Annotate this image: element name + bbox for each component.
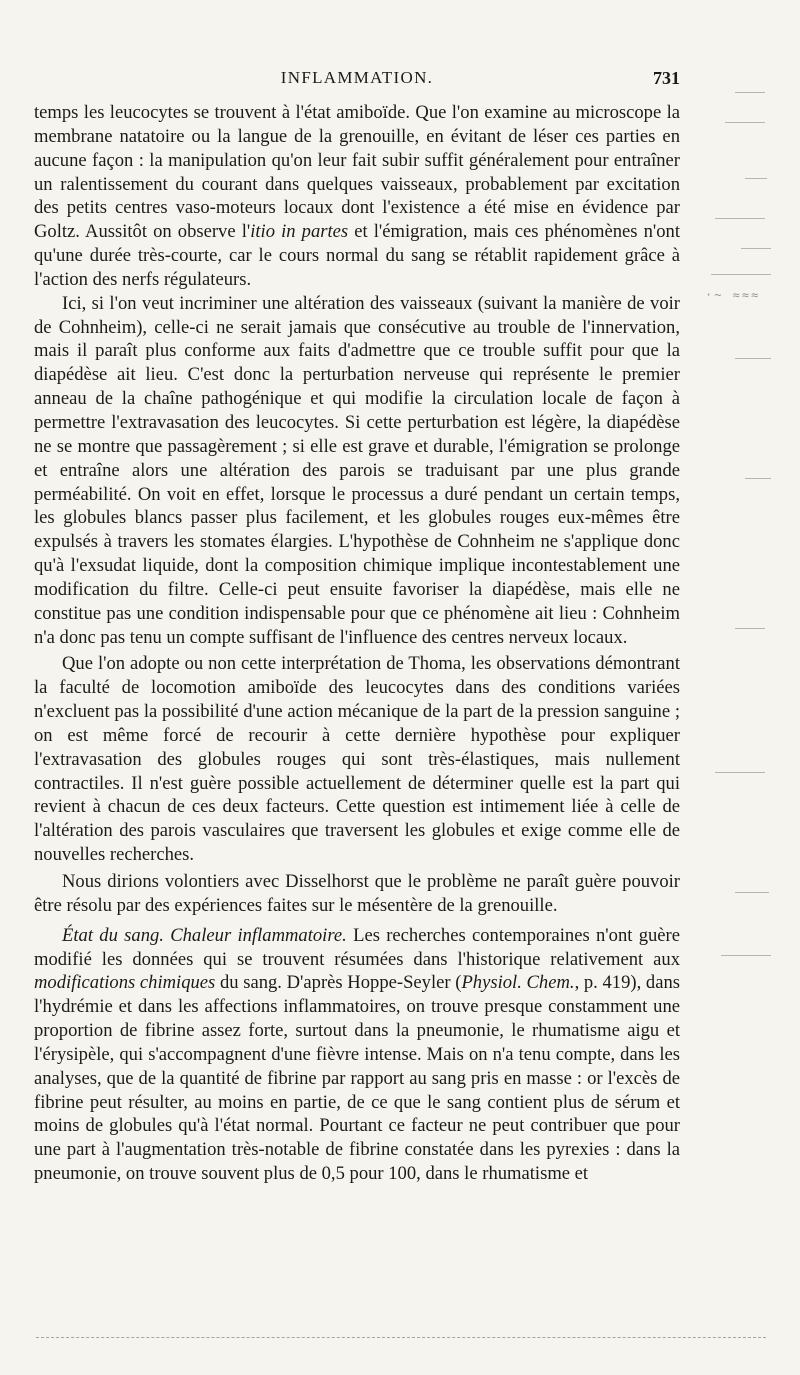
paragraph-1 [34,101,680,292]
margin-bleed-through: ·~ ≈≈≈ [705,60,795,960]
paragraph-5-text-a: Les recherches contemporaines n'ont guère modifié les données qui se trouvent résumées dans l'historique relativement aux [34,924,680,970]
paragraph-5-text-c: , p. 419), dans l'hydrémie et dans les affections inflammatoires, on trouve presque constamment une proportion de fibrine assez forte, surtout dans la pneumonie, le rhumatisme aigu et l'érysipèle, qui s'accompagnent d'une fièvre intense. Mais on n'a tenu compte, dans les analyses, que de la quantité de fibrine par rapport au sang pris en masse : or l'excès de fibrine peut résulter, au moins en partie, de ce que le sang contient plus de sérum et moins de globules qu'à l'état normal. Pourtant ce facteur ne peut contribuer que pour une part à l'augmentation très-notable de fibrine constatée dans les pyrexies : dans la pneumonie, on trouve souvent plus de 0,5 pour 100, dans le rhumatisme et [34,972,680,1185]
bleed-through-footer [36,1337,766,1338]
paragraph-4: Nous dirions volontiers avec Disselhorst que le problème ne paraît guère pouvoir être résolu par des expériences faites sur le mésentère de la grenouille. [34,871,680,916]
section-heading: État du sang. Chaleur inflammatoire. [62,924,347,946]
paragraph-5 [34,924,680,1186]
paragraph-1-tail: et l'émigration, mais ces phénomènes n'ont qu'une durée très-courte, car le cours normal du sang se rétablit rapidement grâce à l'action des nerfs régulateurs. [34,221,681,290]
page-header [34,68,680,94]
paragraph-2: Ici, si l'on veut incriminer une altération des vaisseaux (suivant la manière de voir de Cohnheim), celle-ci ne serait jamais que consécutive au trouble de l'innervation, mais il paraît plus conforme aux faits d'admettre que ce trouble suffit pour que la diapédèse ait lieu. C'est donc la perturbation nerveuse qui représente le premier anneau de la chaîne pathogénique et qui modifie la circulation locale de façon à permettre l'extravasation des leucocytes. Si cette perturbation est légère, la diapédèse ne se montre que passagèrement ; si elle est grave et durable, l'émigration se prolonge et entraîne alors une altération des parois se traduisant par une plus grande perméabilité. On voit en effet, lorsque le processus a duré pendant un certain temps, les globules blancs passer plus facilement, et les globules rouges eux-mêmes être expulsés à travers les stomates élargies. L'hypothèse de Cohnheim ne s'applique donc qu'à l'exsudat liquide, dont la composition chimique implique incontestablement une modification du filtre. Celle-ci peut ensuite favoriser la diapédèse, mais elle ne constitue pas une condition indispensable pour que ce phénomène ait lieu : Cohnheim n'a donc pas tenu un compte suffisant de l'influence des centres nerveux locaux. [34,292,680,648]
italic-term: itio in partes [250,221,349,243]
paragraph-5-text-b: du sang. D'après Hoppe-Seyler ( [215,972,462,994]
paragraph-3: Que l'on adopte ou non cette interprétation de Thoma, les observations démontrant la faculté de locomotion amiboïde des leucocytes dans des conditions variées n'excluent pas la possibilité d'une action mécanique de la part de la pression sanguine ; on est même forcé de recourir à cette dernière hypothèse pour expliquer l'extravasation des globules rouges qui sont très-élastiques, mais nullement contractiles. Il n'est guère possible actuellement de déterminer quelle est la part qui revient à chacun de ces deux facteurs. Cette question est intimement liée à celle de l'altération des parois vasculaires que traversent les globules et exige comme elle de nouvelles recherches. [34,653,680,866]
body-text [34,101,680,1186]
running-title: INFLAMMATION. [280,68,434,87]
paragraph-1-text: temps les leucocytes se trouvent à l'état amiboïde. Que l'on examine au microscope la membrane natatoire ou la langue de la grenouille, en évitant de léser ces parties en aucune façon : la manipulation qu'on leur fait subir suffit généralement pour entraîner un ralentissement du courant dans quelques vaisseaux, probablement par excitation des petits centres vaso-moteurs locaux dont l'existence a été mise en évidence par Goltz. Aussitôt on observe l' [34,102,680,243]
italic-term-chimiques: modifications chimiques [34,972,216,994]
italic-citation: Physiol. Chem. [461,972,575,994]
page-number: 731 [653,68,680,88]
